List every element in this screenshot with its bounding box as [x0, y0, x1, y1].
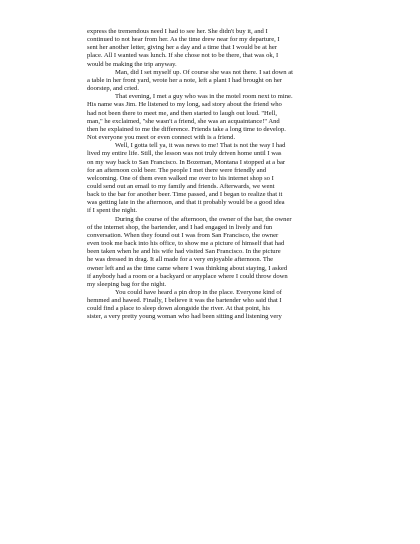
- text-line: had not been there to meet me, and then started to laugh out loud. "Hell,: [87, 109, 278, 117]
- text-line: You could have heard a pin drop in the place. Everyone kind of: [115, 289, 282, 296]
- body-text: [87, 28, 333, 322]
- text-line: doorstep, and cried.: [87, 85, 139, 93]
- text-line: back to the bar for another beer. Time passed, and I began to realize that it: [87, 191, 283, 199]
- text-line: on my way back to San Francisco. In Bozeman, Montana I stopped at a bar: [87, 158, 286, 166]
- text-line: owner left and as the time came where I was thinking about staying, I asked: [87, 264, 288, 272]
- text-line: welcoming. One of them even walked me over to his internet shop so I: [87, 174, 274, 182]
- text-line: sister, a very pretty young woman who had been sitting and listening very: [87, 313, 282, 321]
- text-line: been taken when he and his wife had visited San Francisco. In the picture: [87, 248, 281, 256]
- text-line: Well, I gotta tell ya, it was news to me! That is not the way I had: [115, 142, 286, 150]
- text-line: could send out an email to my family and friends. Afterwards, we went: [87, 182, 275, 190]
- text-line: During the course of the afternoon, the owner of the bar, the owner: [115, 215, 292, 223]
- paragraph: [87, 69, 333, 93]
- text-line: sent her another letter, giving her a day and a time that I would be at her: [87, 44, 277, 52]
- paragraph: [87, 216, 333, 289]
- text-line: conversation. When they found out I was from San Francisco, the owner: [87, 231, 279, 239]
- text-line: lived my entire life. Still, the lesson was not truly driven home until I was: [87, 150, 282, 158]
- text-line: if anybody had a room or a backyard or anyplace where I could throw down: [87, 272, 288, 280]
- paragraph: [87, 142, 333, 215]
- text-line: for an afternoon cold beer. The people I met there were friendly and: [87, 166, 267, 174]
- text-line: Not everyone you meet or even connect with is a friend.: [87, 134, 236, 142]
- text-line: Man, did I set myself up. Of course she was not there. I sat down at: [115, 68, 293, 76]
- text-line: my sleeping bag for the night.: [87, 280, 167, 288]
- paragraph: [87, 289, 333, 322]
- text-line: That evening, I met a guy who was in the motel room next to mine.: [115, 93, 293, 101]
- text-line: even took me back into his office, to show me a picture of himself that had: [87, 240, 285, 248]
- text-line: His name was Jim. He listened to my long, sad story about the friend who: [87, 101, 282, 109]
- text-line: of the internet shop, the bartender, and I had engaged in lively and fun: [87, 223, 273, 231]
- text-line: then he explained to me the difference. Friends take a long time to develop.: [87, 125, 286, 133]
- text-line: continued to not hear from her. As the time drew near for my departure, I: [87, 36, 280, 44]
- text-line: could find a place to sleep down alongside the river. At that point, his: [87, 305, 270, 313]
- text-line: he was dressed in drag. It all made for a very enjoyable afternoon. The: [87, 256, 274, 264]
- text-line: place. All I wanted was lunch. If she chose not to be there, that was ok, I: [87, 52, 279, 60]
- text-line: a table in her front yard, wrote her a note, left a plant I had brought on her: [87, 76, 282, 84]
- paragraph: [87, 93, 333, 142]
- paragraph: [87, 28, 333, 69]
- text-line: express the tremendous need I had to see her. She didn't buy it, and I: [87, 28, 268, 35]
- text-line: man," he exclaimed, "she wasn't a friend, she was an acquaintance!" And: [87, 117, 280, 125]
- text-line: was getting late in the afternoon, and that it probably would be a good idea: [87, 199, 285, 207]
- text-line: would be making the trip anyway.: [87, 60, 177, 68]
- text-line: if I spent the night.: [87, 207, 137, 215]
- text-line: hemmed and hawed. Finally, I believe it was the bartender who said that I: [87, 297, 282, 305]
